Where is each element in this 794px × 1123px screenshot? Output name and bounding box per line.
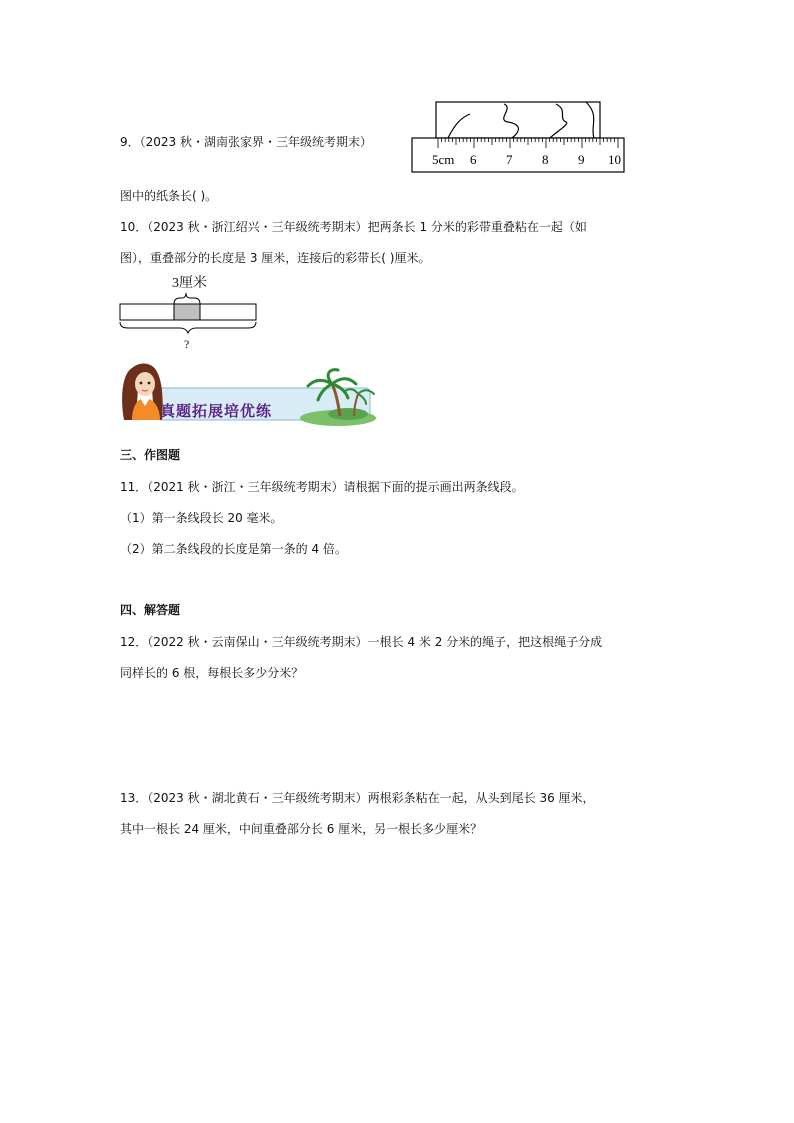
q13-line2: 其中一根长 24 厘米，中间重叠部分长 6 厘米，另一根长多少厘米？ bbox=[120, 822, 483, 836]
q12-line1: 12．（2022 秋・云南保山・三年级统考期末）一根长 4 米 2 分米的绳子，把这根绳子分成 bbox=[120, 635, 603, 649]
q13-line1: 13．（2023 秋・湖北黄石・三年级统考期末）两根彩条粘在一起，从头到尾长 36 厘米， bbox=[120, 791, 595, 805]
ruler-label-7: 7 bbox=[506, 152, 513, 167]
q9-text: 9．（2023 秋・湖南张家界・三年级统考期末） bbox=[120, 135, 372, 149]
q11-text: 11．（2021 秋・浙江・三年级统考期末）请根据下面的提示画出两条线段。 bbox=[120, 480, 524, 494]
overlap-area bbox=[174, 304, 200, 320]
question-mark: ? bbox=[184, 337, 190, 351]
q11-sub2: （2）第二条线段的长度是第一条的 4 倍。 bbox=[120, 542, 347, 556]
overlap-brace-top bbox=[174, 293, 200, 304]
q10-line1: 10．（2023 秋・浙江绍兴・三年级统考期末）把两条长 1 分米的彩带重叠粘在一起（如 bbox=[120, 220, 587, 234]
section4-heading: 四、解答题 bbox=[120, 603, 181, 617]
q10-line2: 图），重叠部分的长度是 3 厘米，连接后的彩带长( )厘米。 bbox=[120, 251, 431, 265]
overlap-label: 3厘米 bbox=[172, 276, 207, 291]
ruler-label-10: 10 bbox=[608, 152, 621, 167]
q11-sub1: （1）第一条线段长 20 毫米。 bbox=[120, 511, 283, 525]
total-brace-bottom bbox=[120, 322, 256, 333]
ruler-label-6: 6 bbox=[470, 152, 477, 167]
q9-answer-line: 图中的纸条长( )。 bbox=[120, 189, 218, 203]
section3-heading: 三、作图题 bbox=[120, 448, 181, 462]
banner-title: 真题拓展培优练 bbox=[160, 402, 273, 420]
ruler-label-8: 8 bbox=[542, 152, 549, 167]
ruler-figure bbox=[410, 100, 630, 174]
ruler-label-9: 9 bbox=[578, 152, 585, 167]
ruler-label-5: 5cm bbox=[432, 152, 455, 167]
q12-line2: 同样长的 6 根，每根长多少分米？ bbox=[120, 666, 304, 680]
